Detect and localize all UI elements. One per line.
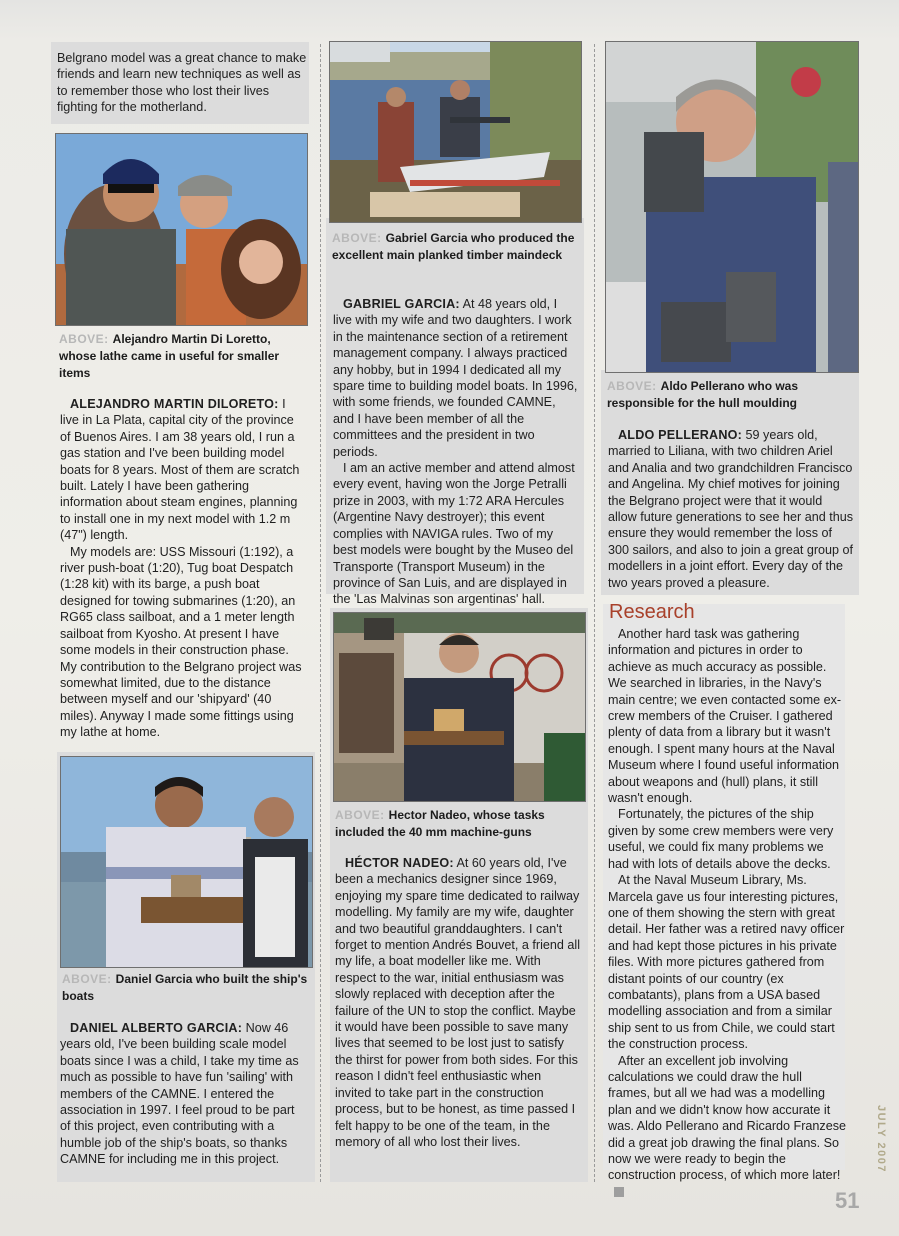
caption-text: Alejandro Martin Di Loretto, whose lathe came in useful for smaller items [59,332,280,380]
gabriel-paragraph-1: At 48 years old, I live with my wife and two daughters. I work in the maintenance section of a retirement management company. I always practiced any hobby, but in 1994 I dedicated all my spare time to building model boats. In 1996, with some friends, we founded CAMNE, and I have been member of all the committees and the president in two periods. [333,297,578,459]
gabriel-paragraph-2: I am an active member and attend almost every event, having won the Jorge Petralli prize in 2003, with my 1:72 ARA Hercules (Argentine Navy destroyer); this event complies with NAVIGA rules. Two of my best models were bought by the Museo del Transporte (Transport Museum) in the province of San Luis, and are displayed in the 'Las Malvinas son argentinas' hall. [333,461,575,607]
photo-hector [333,612,586,802]
research-paragraph-3: At the Naval Museum Library, Ms. Marcela gave us four interesting pictures, one of them showing the stern with great detail. Her father was a retired navy officer and had kept those pictures in his private files. With more pictures gathered from distant points of our country (ex combatants), plans from a USA based modelling association and from a similar ship sent to us from Chile, we could start the construction process. [608,873,845,1052]
caption-text: Hector Nadeo, whose tasks included the 40 mm machine-guns [335,808,545,839]
photo-daniel [60,756,313,968]
gabriel-name: GABRIEL GARCIA: [343,297,460,311]
caption-text: Daniel Garcia who built the ship's boats [62,972,308,1003]
caption-text: Aldo Pellerano who was responsible for the hull moulding [607,379,799,410]
col3-text-research [608,626,846,1200]
col3-text-aldo [608,427,854,591]
alejandro-paragraph-1: I live in La Plata, capital city of the province of Buenos Aires. I am 38 years old, I run a gas station and I've been building model boats for 8 years. Most of them are scratch built. Lately I have been gathering information about steam engines, planning to install one in my next model with 1.2 m (47") length. [60,397,300,543]
aldo-name: ALDO PELLERANO: [618,428,743,442]
caption-daniel [62,971,312,1005]
col2-text-hector [335,855,581,1150]
daniel-paragraph-1: Now 46 years old, I've been building scale model boats since I was a child, I take my time as much as possible to have fun 'sailing' with members of the CAMNE. I entered the association in 1997. I feel proud to be part of this project, even contributing with a humble job of the ship's boats, so thanks CAMNE for including me in this project. [60,1021,299,1167]
research-heading: Research [609,601,695,623]
issue-date-label: JULY 2007 [875,1105,887,1173]
caption-label: ABOVE: [335,808,385,822]
caption-text: Gabriel Garcia who produced the excellent main planked timber maindeck [332,231,575,262]
col1-text [60,396,306,741]
alejandro-name: ALEJANDRO MARTIN DILORETO: [70,397,279,411]
caption-label: ABOVE: [607,379,657,393]
caption-aldo [607,378,857,412]
caption-alejandro [59,331,309,382]
col1-text-daniel [60,1020,306,1168]
photo-gabriel [329,41,582,223]
alejandro-paragraph-2: My models are: USS Missouri (1:192), a river push-boat (1:20), Tug boat Despatch (1:28 kit) with its barge, a push boat designed for towing submarines (1:20), an RG65 class sailboat, and a 1 meter length sailboat from Kyosho. At present I have some models in their construction phase. My contribution to the Belgrano project was somewhat limited, due to the distance between myself and our 'shipyard' (40 miles). Anyway I made some fittings using my lathe at home. [60,544,302,740]
caption-label: ABOVE: [59,332,109,346]
aldo-paragraph-1: 59 years old, married to Liliana, with two children Ariel and Analia and two grandchildren Francisco and Angelina. My chief motives for joining the Belgrano project were that it would allow future generations to see her and thus ensure they would remember the loss of 300 sailors, and also to join a great group of modellers in a joint effort. Every day of the two years proved a pleasure. [608,428,854,590]
column-divider-1 [320,44,321,1182]
research-paragraph-4: After an excellent job involving calculations we could draw the hull frames, but all we had was a modelling plan and we didn't know how accurate it was. Aldo Pellerano and Ricardo Franzese did a great job drawing the final plans. So now we were ready to begin the construction process, of which more later! [608,1053,847,1183]
intro-paragraph: Belgrano model was a great chance to make friends and learn new techniques as well as to remember those who lost their lives fighting for the motherland. [57,51,307,115]
daniel-name: DANIEL ALBERTO GARCIA: [70,1021,243,1035]
intro-text [57,50,307,116]
hector-name: HÉCTOR NADEO: [345,856,454,870]
research-paragraph-2: Fortunately, the pictures of the ship given by some crew members were very useful, we could fix many problems we had with lots of details above the decks. [608,807,834,871]
hector-paragraph-1: At 60 years old, I've been a mechanics designer since 1969, enjoying my spare time dedicated to railway modelling. My family are my wife, daughter and two beautiful granddaughters. I can't forget to mention Andrés Bouvet, a friend all my life, a boat modeller like me. With respect to the war, initial enthusiasm was slowly replaced with deception after the failure of the UN to stop the conflict. Maybe it would have been possible to save many lives that seemed to be lost just to satisfy the thirst for power from both sides. For this reason I didn't feel enthusiastic when invited to take part in the construction process, but to be honest, as time passed I felt happy to be one of the team, in the memory of all who lost their lives. [335,856,581,1149]
research-paragraph-1: Another hard task was gathering information and pictures in order to achieve as much accuracy as possible. We searched in libraries, in the Navy's main centre; we even contacted some ex-crew members of the Cruiser. I gathered plenty of data from a library but it wasn't enough. I spent many hours at the Naval Museum where I found useful information about weapons and (hull) plans, it still wasn't enough. [608,627,842,806]
caption-gabriel [332,230,582,264]
column-divider-2 [594,44,595,1182]
photo-aldo [605,41,859,373]
end-of-article-square-icon [614,1187,624,1197]
caption-hector [335,807,585,841]
caption-label: ABOVE: [332,231,382,245]
caption-label: ABOVE: [62,972,112,986]
photo-alejandro [55,133,308,326]
col2-text-gabriel [333,296,579,608]
page-number: 51 [835,1188,860,1213]
